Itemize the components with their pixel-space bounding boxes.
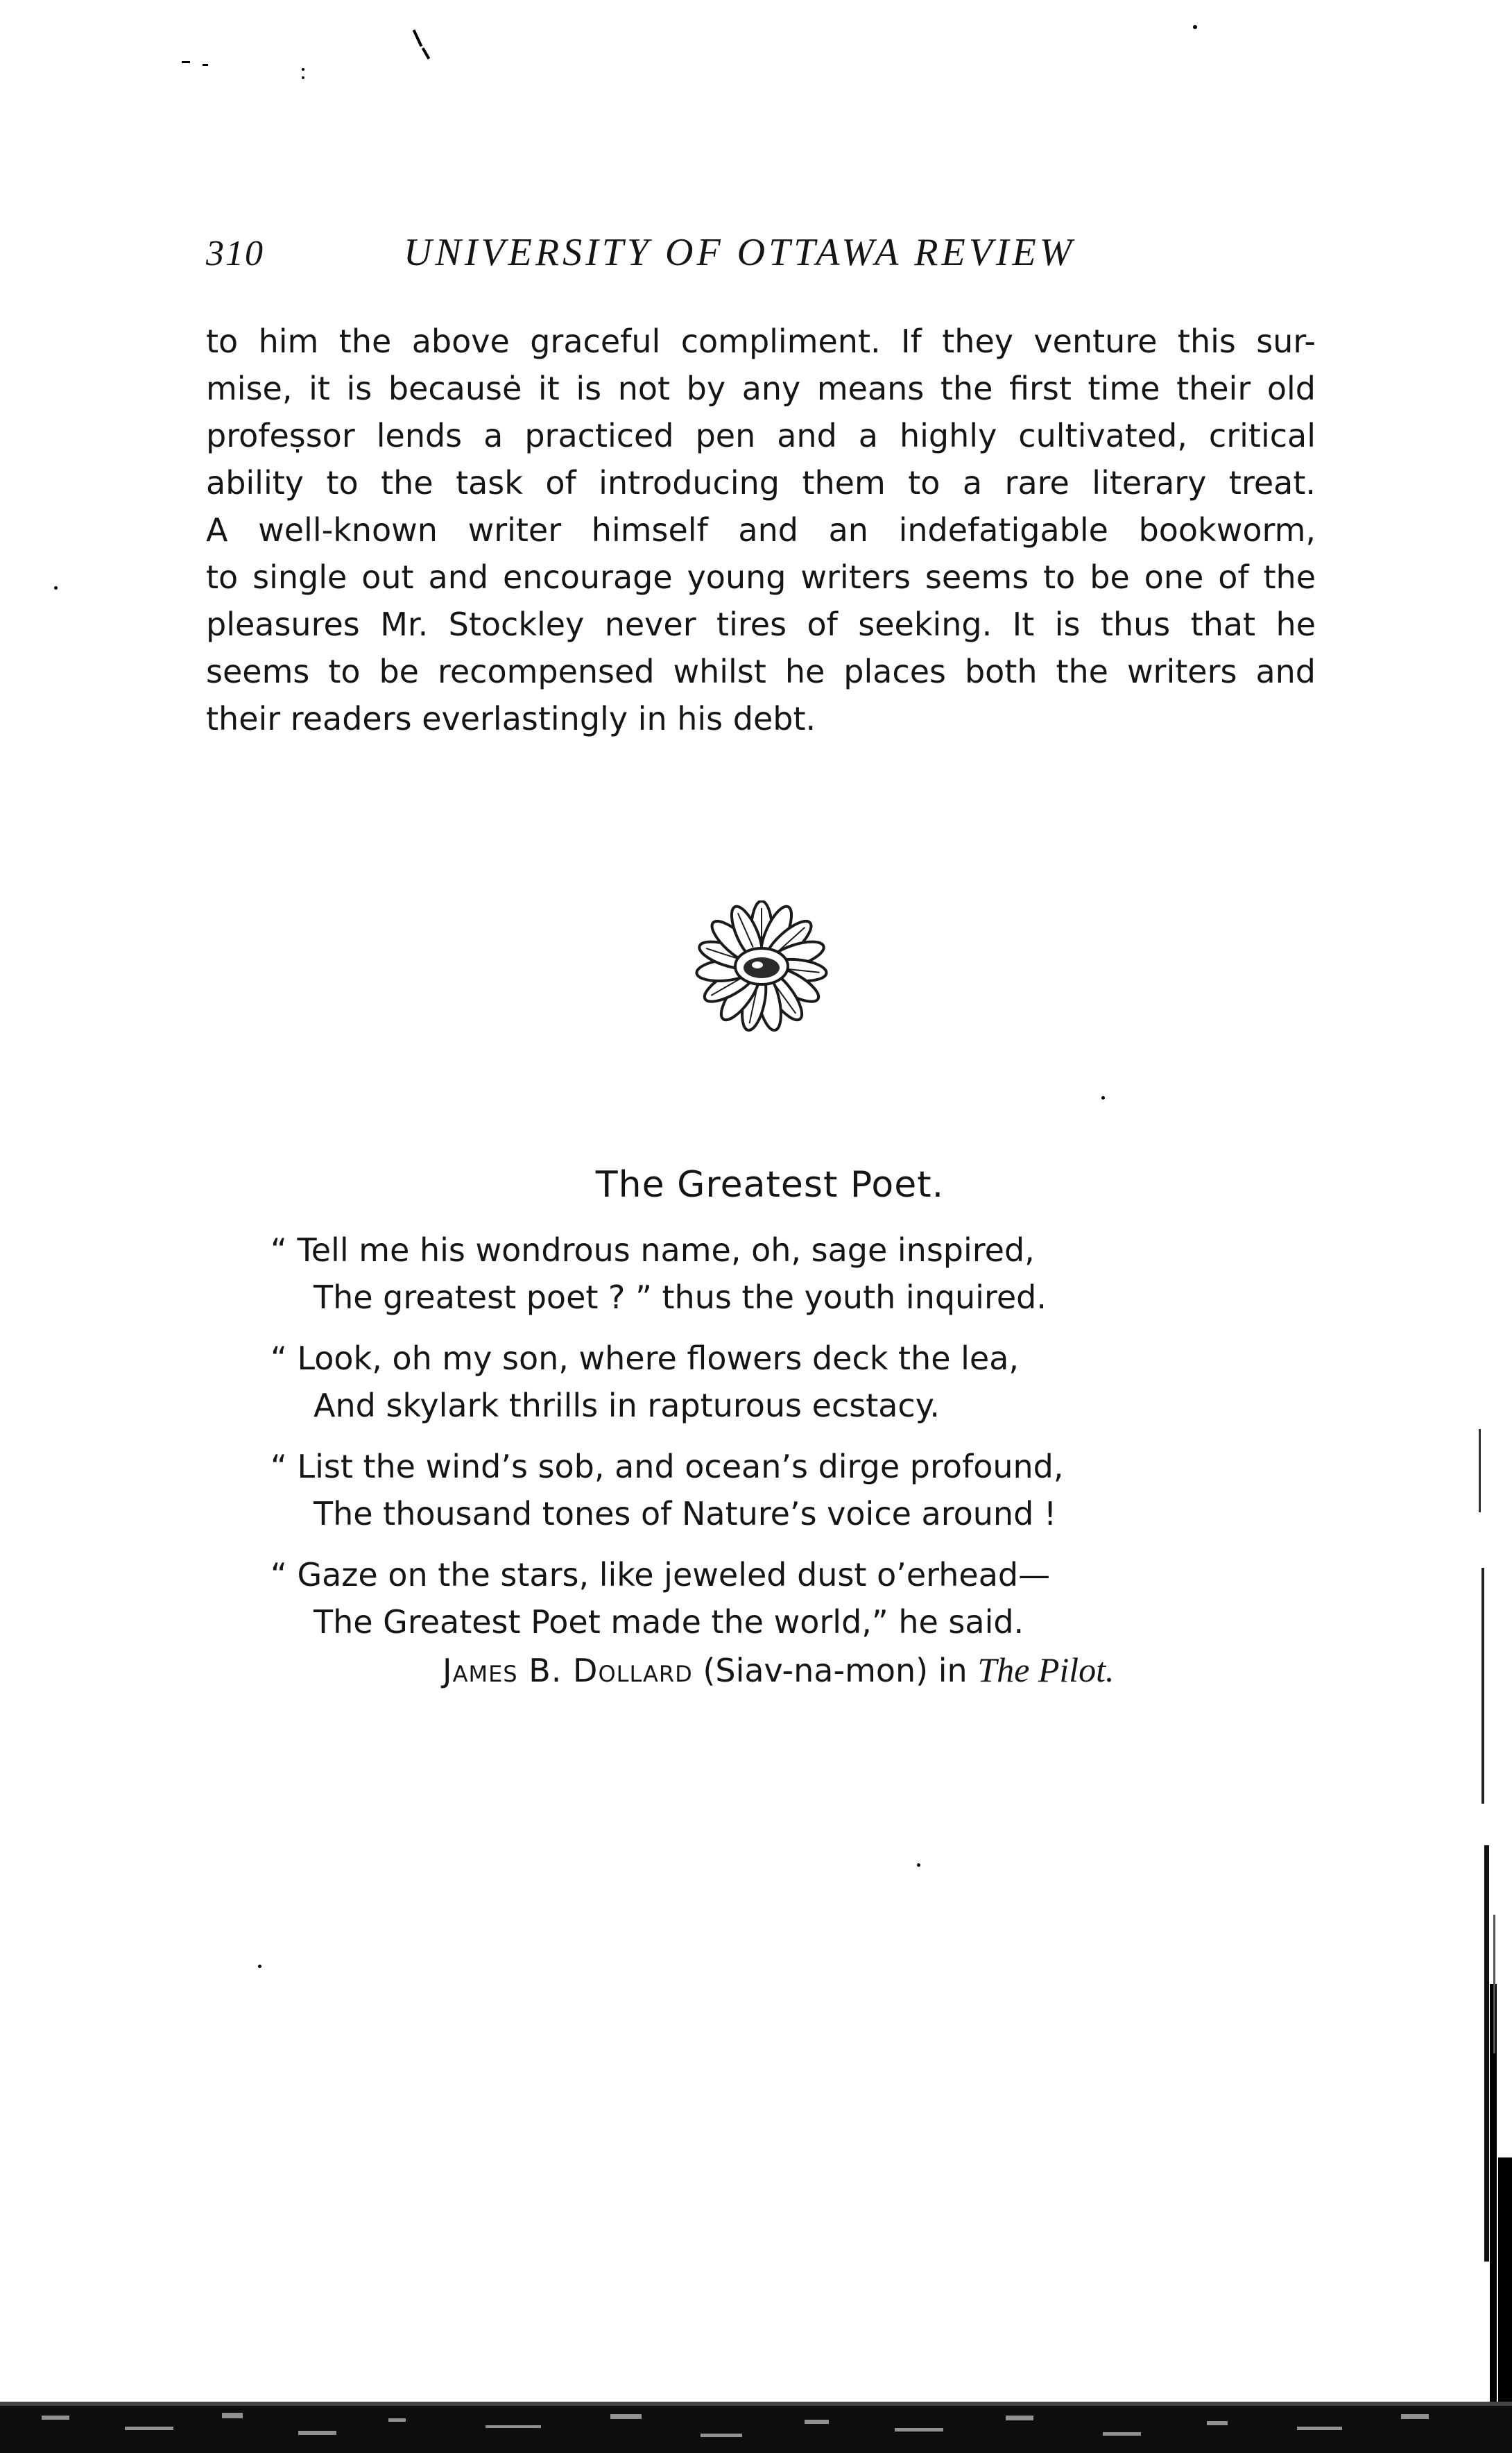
poem-line: “ Tell me his wondrous name, oh, sage inspired, [270,1231,1035,1269]
author-name: James B. Dollard [443,1652,693,1689]
poem-line: The Greatest Poet made the world,” he said. [313,1603,1024,1641]
paragraph-line: ability to the task of introducing them to a rare literary treat. [206,464,1316,502]
paragraph-line: pleasures Mr. Stockley never tires of seeking. It is thus that he [206,606,1316,643]
running-head-title: UNIVERSITY OF OTTAWA REVIEW [404,231,1076,274]
scan-mark [203,64,208,66]
page-edge-shadow [1470,1429,1512,2453]
running-header [206,228,1149,283]
paragraph-line: mise, it is becausė it is not by any means the first time their old [206,370,1316,407]
poem-line: “ Look, oh my son, where flowers deck the lea, [270,1340,1020,1377]
bottom-edge-band [0,2395,1512,2453]
poem-attribution [443,1650,1115,1690]
paragraph-line: profeṣsor lends a practiced pen and a highly cultivated, critical [206,417,1316,454]
poem-stanza [270,1443,1285,1537]
source-publication: The Pilot. [977,1650,1115,1689]
paragraph-line: to single out and encourage young writers seems to be one of the [206,558,1316,596]
scan-mark [1193,25,1197,29]
scan-mark [182,61,190,63]
poem-line: The thousand tones of Nature’s voice around ! [313,1495,1057,1532]
poem-line: “ List the wind’s sob, and ocean’s dirge profound, [270,1448,1064,1485]
scan-mark [54,586,58,590]
page-number: 310 [206,234,264,273]
scan-mark [917,1863,920,1867]
scan-mark [413,29,423,46]
scan-mark [422,47,430,60]
scan-mark [302,68,304,71]
poem-title: The Greatest Poet. [595,1164,945,1206]
body-paragraph [206,318,1316,742]
poem-body [270,1226,1285,1659]
author-pseudonym: (Siav-na-mon) in [703,1652,968,1689]
poem-line: And skylark thrills in rapturous ecstacy. [313,1387,940,1424]
scan-mark [302,76,304,79]
paragraph-line: to him the above graceful compliment. If they venture this sur- [206,323,1316,360]
scan-mark [1101,1096,1105,1100]
poem-line: “ Gaze on the stars, like jeweled dust o’erhead— [270,1556,1051,1593]
daisy-flower-ornament-icon [678,900,845,1032]
poem-line: The greatest poet ? ” thus the youth inquired. [313,1279,1047,1316]
paragraph-line: their readers everlastingly in his debt. [206,700,816,737]
paragraph-line: A well-known writer himself and an indefatigable bookworm, [206,511,1316,549]
poem-stanza [270,1226,1285,1321]
poem-stanza [270,1335,1285,1429]
scan-mark [258,1965,261,1968]
poem-stanza [270,1551,1285,1646]
paragraph-line: seems to be recompensed whilst he places both the writers and [206,653,1316,690]
